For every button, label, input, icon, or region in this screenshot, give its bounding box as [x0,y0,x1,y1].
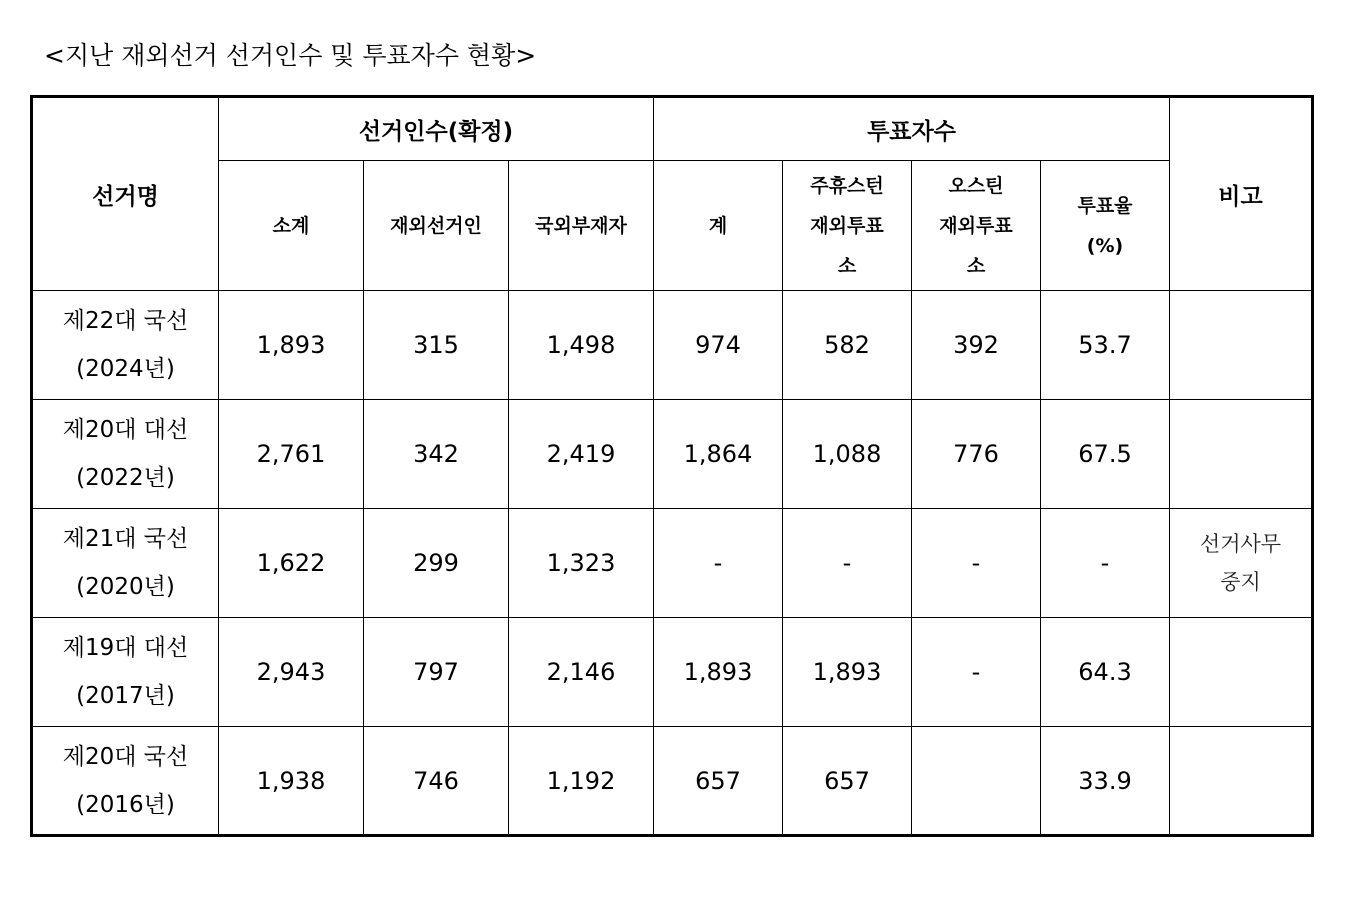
overseas-cell: 315 [364,291,509,400]
overseas-cell: 342 [364,400,509,509]
header-note: 비고 [1170,97,1313,291]
election-name-cell: 제20대 국선 (2016년) [32,727,219,836]
table-row [32,618,1313,727]
header-turnout-group: 투표자수 [654,97,1170,161]
table-row [32,400,1313,509]
header-overseas-voters: 재외선거인 [364,161,509,291]
subtotal-cell: 2,761 [219,400,364,509]
austin-cell [912,727,1041,836]
election-name-cell: 제20대 대선 (2022년) [32,400,219,509]
election-stats-table [30,95,1314,837]
houston-cell: 582 [783,291,912,400]
election-name-cell: 제21대 국선 (2020년) [32,509,219,618]
header-subtotal: 소계 [219,161,364,291]
header-absentee: 국외부재자 [509,161,654,291]
rate-cell: 33.9 [1041,727,1170,836]
absentee-cell: 1,498 [509,291,654,400]
austin-cell: - [912,618,1041,727]
subtotal-cell: 2,943 [219,618,364,727]
table-row [32,291,1313,400]
table-row [32,727,1313,836]
overseas-cell: 797 [364,618,509,727]
header-election: 선거명 [32,97,219,291]
note-cell [1170,618,1313,727]
total-cell: 974 [654,291,783,400]
table-row [32,509,1313,618]
note-cell: 선거사무 중지 [1170,509,1313,618]
houston-cell: 1,088 [783,400,912,509]
subtotal-cell: 1,893 [219,291,364,400]
total-cell: 1,893 [654,618,783,727]
rate-cell: 53.7 [1041,291,1170,400]
total-cell: - [654,509,783,618]
rate-cell: - [1041,509,1170,618]
rate-cell: 67.5 [1041,400,1170,509]
header-voters-group: 선거인수(확정) [219,97,654,161]
subtotal-cell: 1,938 [219,727,364,836]
absentee-cell: 1,192 [509,727,654,836]
header-turnout-rate: 투표율 (%) [1041,161,1170,291]
note-cell [1170,400,1313,509]
page-title: <지난 재외선거 선거인수 및 투표자수 현황> [44,41,537,70]
houston-cell: 657 [783,727,912,836]
absentee-cell: 1,323 [509,509,654,618]
election-name-cell: 제19대 대선 (2017년) [32,618,219,727]
subtotal-cell: 1,622 [219,509,364,618]
absentee-cell: 2,146 [509,618,654,727]
header-total: 계 [654,161,783,291]
header-austin-station: 오스틴 재외투표 소 [912,161,1041,291]
houston-cell: - [783,509,912,618]
header-houston-station: 주휴스턴 재외투표 소 [783,161,912,291]
absentee-cell: 2,419 [509,400,654,509]
rate-cell: 64.3 [1041,618,1170,727]
note-cell [1170,727,1313,836]
total-cell: 1,864 [654,400,783,509]
houston-cell: 1,893 [783,618,912,727]
overseas-cell: 746 [364,727,509,836]
election-name-cell: 제22대 국선 (2024년) [32,291,219,400]
austin-cell: 392 [912,291,1041,400]
total-cell: 657 [654,727,783,836]
overseas-cell: 299 [364,509,509,618]
austin-cell: - [912,509,1041,618]
austin-cell: 776 [912,400,1041,509]
note-cell [1170,291,1313,400]
